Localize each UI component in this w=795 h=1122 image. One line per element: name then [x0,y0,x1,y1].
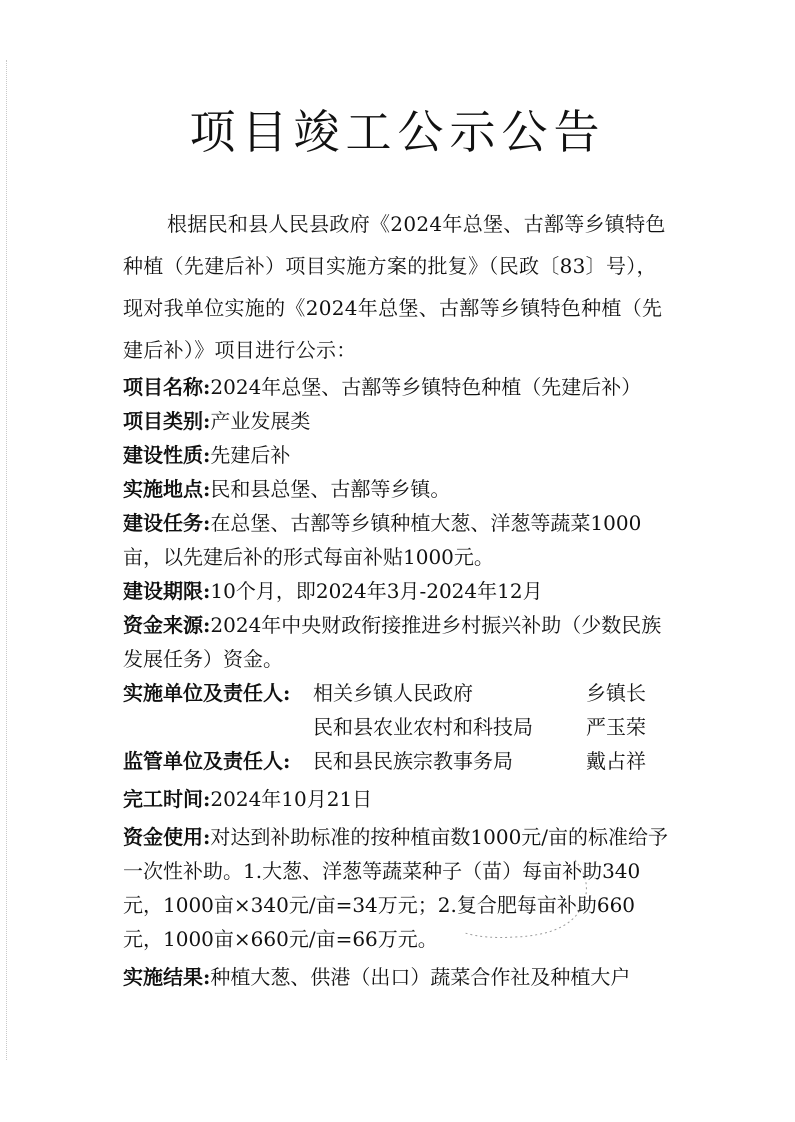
field-value: 种植大葱、供港（出口）蔬菜合作社及种植大户 [210,965,631,989]
field-label: 实施地点: [123,477,211,501]
intro-paragraph: 根据民和县人民县政府《2024年总堡、古鄯等乡镇特色种植（先建后补）项目实施方案的批复》（民政〔83〕号），现对我单位实施的《2024年总堡、古鄯等乡镇特色种植（先建后补）》项目进行公示： [123,212,666,362]
field-label: 项目名称: [123,375,211,399]
responsible-person: 戴占祥 [586,749,646,773]
field-label: 监管单位及责任人: [123,749,291,773]
field-value: 10个月，即2024年3月-2024年12月 [210,579,543,603]
field-label: 资金来源: [123,613,211,637]
field-project-category [123,404,673,438]
supervising-unit-row [123,744,673,778]
responsible-unit: 相关乡镇人民政府 [313,681,473,705]
field-construction-task [123,506,673,574]
field-result [123,960,673,994]
field-label: 实施单位及责任人: [123,681,291,705]
field-completion-time [123,782,673,816]
implementing-unit-row-1 [123,676,673,710]
field-location [123,472,673,506]
page-title: 项目竣工公示公告 [189,105,606,159]
field-label: 项目类别: [123,409,211,433]
field-label: 建设期限: [123,579,211,603]
responsible-person: 严玉荣 [586,715,646,739]
field-value: 对达到补助标准的按种植亩数1000元/亩的标准给予一次性补助。1.大葱、洋葱等蔬菜种子（苗）每亩补助340元，1000亩×340元/亩=34万元；2.复合肥每亩补助660元，1000亩×660元/亩=66万元。 [123,825,669,951]
field-value: 2024年中央财政衔接推进乡村振兴补助（少数民族发展任务）资金。 [123,613,662,671]
implementing-unit-row-2 [123,710,673,744]
responsible-person: 乡镇长 [586,681,646,705]
field-label: 实施结果: [123,965,211,989]
responsible-unit: 民和县农业农村和科技局 [313,715,533,739]
field-project-name [123,370,673,404]
field-fund-source [123,608,673,676]
field-label: 建设任务: [123,511,211,535]
field-construction-nature [123,438,673,472]
field-value: 产业发展类 [210,409,311,433]
field-value: 先建后补 [210,443,291,467]
field-value: 2024年总堡、古鄯等乡镇特色种植（先建后补） [210,375,642,399]
field-label: 完工时间: [123,787,211,811]
field-label: 资金使用: [123,825,211,849]
field-construction-period [123,574,673,608]
responsible-unit: 民和县民族宗教事务局 [313,749,513,773]
field-label: 建设性质: [123,443,211,467]
scan-edge-divider [6,60,8,1060]
field-value: 2024年10月21日 [210,787,373,811]
project-fields [123,370,673,994]
field-value: 民和县总堡、古鄯等乡镇。 [210,477,451,501]
field-fund-usage [123,820,673,956]
field-value: 在总堡、古鄯等乡镇种植大葱、洋葱等蔬菜1000亩，以先建后补的形式每亩补贴1000元。 [123,511,642,569]
